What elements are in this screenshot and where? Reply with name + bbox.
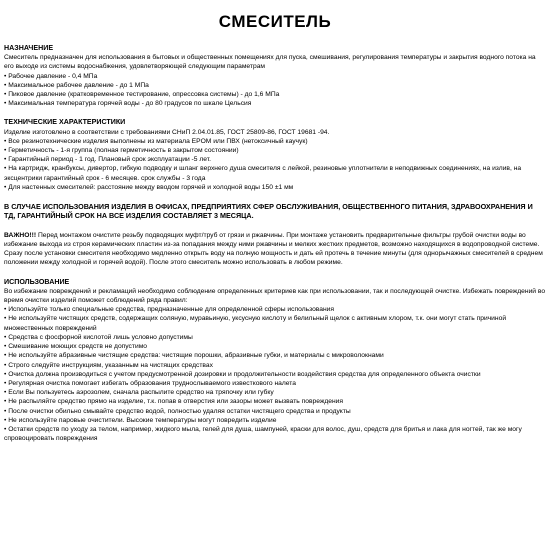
specs-heading: ТЕХНИЧЕСКИЕ ХАРАКТЕРИСТИКИ	[4, 118, 126, 127]
warranty-notice: В СЛУЧАЕ ИСПОЛЬЗОВАНИЯ ИЗДЕЛИЯ В ОФИСАХ, ПРЕДПРИЯТИЯХ СФЕР ОБСЛУЖИВАНИЯ, ОБЩЕСТВЕННОГО ПИТАНИЯ, ЗДРАВООХРАНЕНИЯ И ТД, ГАРАНТИЙНЫЙ СРОК НА ВСЕ ИЗДЕЛИЯ СОСТАВЛЯЕТ 3 МЕСЯЦА.	[4, 202, 533, 221]
usage-item: • Не используйте паровые очистители. Высокие температуры могут повредить изделие	[4, 416, 277, 424]
usage-text: Во избежание повреждений и рекламаций необходимо соблюдение определенных критериев как при использовании, так и последующей очистке. Избежать повреждений во время очистки изделий поможет соблюдений ряда правил:	[4, 287, 546, 305]
purpose-heading: НАЗНАЧЕНИЕ	[4, 44, 54, 52]
specs-item: • Все резинотехнические изделия выполнены из материала EPOM или ПВХ (нетоксичный каучук)	[4, 137, 308, 145]
warning-text: Перед монтажом очистите резьбу подводящих муфт/труб от грязи и ржавчины. При монтаже установить предварительные фильтры грубой очистки воды во избежание выхода из строя керамических пластин из-за попадания между ними ржавчины и мелких жестких предметов, возможно находящихся в водопроводной системе. Сразу после установки смесителя необходимо медленно открыть воду на полную мощность и дать ей протечь в течение минуты (для однорычажных смесителей в среднем положении между холодной и горячей водой). После этого смеситель можно использовать в любом режиме.	[4, 231, 543, 267]
purpose-section	[4, 44, 546, 108]
usage-item: • Используйте только специальные средства, предназначенные для определенной сферы использования	[4, 306, 335, 314]
usage-section	[4, 278, 546, 444]
usage-item: • Не используйте чистящих средств, содержащих соляную, муравьиную, уксусную кислоту и белильный щелок с активным хлором, т.к. они могут стать причиной множественных повреждений	[4, 315, 507, 332]
usage-item: • Остатки средств по уходу за телом, например, жидкого мыла, гелей для душа, шампуней, краски для волос, душ, средств для бритья и лака для ногтей, так же могу спровоцировать повреждения	[4, 425, 522, 443]
specs-item: • На картридж, кранбуксы, дивертор, гибкую подводку и шланг верхнего душа смесителя с лейкой, резиновые уплотнители в неподвижных соединениях, на излив, на эксцентрики гарантийный срок - 6 месяцев. срок службы - 3 года	[4, 165, 522, 182]
document-title: СМЕСИТЕЛЬ	[218, 12, 332, 31]
usage-item: • Не распыляйте средство прямо на изделие, т.к. попав в отверстия или зазоры может вызвать повреждения	[4, 398, 344, 406]
usage-item: • Средства с фосфорной кислотой лишь условно допустимы	[4, 333, 193, 341]
purpose-item: • Рабочее давление - 0,4 МПа	[4, 72, 98, 80]
usage-item: • Смешивание моющих средств не допустимо	[4, 343, 148, 351]
purpose-item: • Максимальное рабочее давление - до 1 МПа	[4, 81, 149, 89]
specs-section	[4, 118, 546, 192]
usage-item: • После очистки обильно смывайте средство водой, полностью удаляя остатки чистящего средства и продукты	[4, 407, 351, 415]
specs-item: • Гарантийный период - 1 год. Плановый срок эксплуатации -5 лет.	[4, 156, 211, 164]
important-warning	[4, 231, 546, 268]
usage-item: • Регулярная очистка помогает избегать образования труднослываемого известкового налета	[4, 379, 296, 387]
usage-item: • Очистка должна производиться с учетом предусмотренной дозировки и продолжительности воздействия средства для определенного объекта очистки	[4, 370, 481, 378]
specs-item: • Герметичность - 1-я группа (полная герметичность в закрытом состоянии)	[4, 147, 239, 155]
specs-item: • Для настенных смесителей: расстояние между вводом горячей и холодной воды 150 ±1 мм	[4, 183, 294, 191]
usage-item: • Не используйте абразивные чистящие средства: чистящие порошки, абразивные губки, и материалы с микроволокнами	[4, 352, 384, 360]
usage-heading: ИСПОЛЬЗОВАНИЕ	[4, 277, 70, 286]
purpose-item: • Пиковое давление (кратковременное тестирование, опрессовка системы) - до 1,6 МПа	[4, 91, 280, 99]
usage-item: • Строго следуйте инструкциям, указанным на чистящих средствах	[4, 361, 213, 369]
specs-text: Изделие изготовлено в соответствии с требованиями СНиП 2.04.01.85, ГОСТ 25809-86, ГОСТ 19681 -94.	[4, 128, 330, 136]
purpose-text: Смеситель предназначен для использования в бытовых и общественных помещениях для пуска, смешивания, регулирования температуры и закрытия водного потока на его выходе из системы водоснабжения, удовлетворяющей следующим параметрам	[4, 54, 536, 71]
warning-lead: ВАЖНО!!!	[4, 231, 37, 239]
purpose-item: • Максимальная температура горячей воды - до 80 градусов по шкале Цельсия	[4, 100, 252, 108]
usage-item: • Если Вы пользуетесь аэрозолем, сначала распылите средство на тряпочку или губку	[4, 389, 274, 397]
